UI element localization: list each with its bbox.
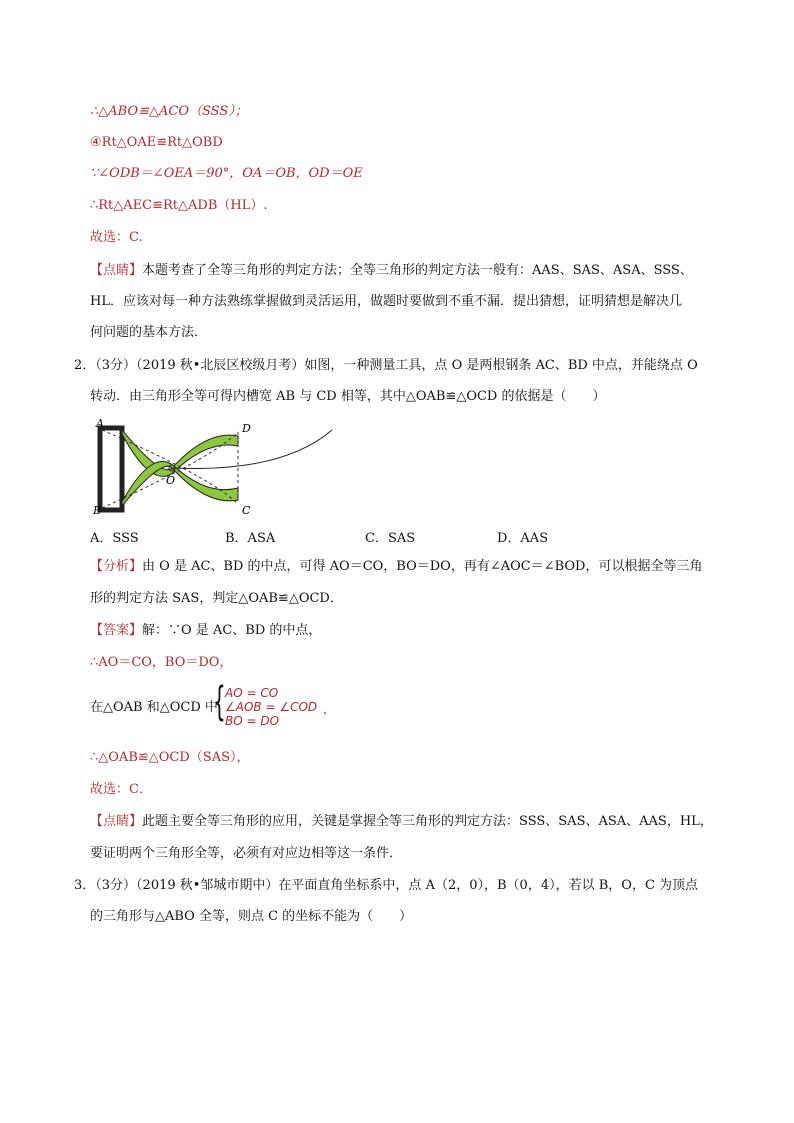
comment-tag: 【点睛】 [90,263,143,278]
prev-line-1: ∴△ABO≌△ACO（SSS）； [90,104,248,119]
prev-line-5: 故选：C. [90,230,143,245]
measuring-tool-figure [92,418,342,518]
answer-line-2: ∴AO＝CO，BO＝DO， [90,655,233,670]
question-3-line-2: 的三角形与△ABO 全等，则点 C 的坐标不能为（ ） [90,909,413,924]
prev-line-3: ∵∠ODB＝∠OEA＝90°，OA＝OB，OD＝OE [90,166,363,181]
analysis-line-1 [90,558,702,576]
prev-comment-3: 何问题的基本方法． [90,325,208,340]
analysis-line-2: 形的判定方法 SAS，判定△OAB≌△OCD． [90,591,343,606]
system-brace: { [213,679,226,725]
question-number: 2． [74,358,96,373]
answer-line-3: 在△OAB 和△OCD 中 [90,700,218,715]
q2-comment-1 [90,813,713,831]
comment-text: 本题考查了全等三角形的判定方法；全等三角形的判定方法一般有：AAS、SAS、ASA、SSS、 [142,263,693,278]
answer-tag: 【答案】 [90,623,143,638]
label-b: B [93,504,102,517]
answer-line-1 [90,622,321,640]
system-suffix: ， [323,702,336,716]
option-b: B．ASA [225,531,276,546]
question-2-line-2: 转动．由三角形全等可得内槽宽 AB 与 CD 相等，其中△OAB≌△OCD 的依据是（ ） [90,389,606,404]
question-2-line-1 [74,357,698,375]
question-stem: （3分）（2019 秋•邹城市期中）在平面直角坐标系中，点 A（2，0），B（0，4），若以 B，O，C 为顶点 [95,878,699,893]
prev-line-2: ④Rt△OAE≌Rt△OBD [90,135,223,150]
steel-bar-ac [122,430,238,476]
comment-text: 此题主要全等三角形的应用，关键是掌握全等三角形的判定方法：SSS、SAS、ASA、AAS，HL， [142,814,713,829]
prev-comment-1 [90,262,693,280]
comment-tag: 【点睛】 [90,814,143,829]
option-d: D．AAS [497,531,549,546]
analysis-tag: 【分析】 [90,559,143,574]
option-a: A．SSS [90,531,139,546]
option-c: C．SAS [365,531,416,546]
label-c: C [242,504,251,517]
question-stem: （3分）（2019 秋•北辰区校级月考）如图，一种测量工具，点 O 是两根钢条 AC、BD 中点，并能绕点 O [95,358,698,373]
prev-comment-2: HL．应该对每一种方法熟练掌握做到灵活运用，做题时要做到不重不漏．提出猜想，证明猜想是解决几 [90,294,682,309]
label-a: A [96,418,104,430]
system-row-1: AO = CO [225,686,279,700]
tool-frame [100,428,122,510]
q2-comment-2: 要证明两个三角形全等，必须有对应边相等这一条件． [90,846,403,861]
answer-line-4: ∴△OAB≌△OCD（SAS）， [90,750,250,765]
answer-line-5: 故选：C． [90,782,152,797]
label-d: D [242,422,251,435]
answer-text: 解：∵O 是 AC、BD 的中点， [142,623,322,638]
question-number: 3． [74,878,96,893]
analysis-text: 由 O 是 AC、BD 的中点，可得 AO＝CO，BO＝DO，再有∠AOC＝∠BOD，可以根据全等三角 [142,559,703,574]
system-row-2: ∠AOB = ∠COD [225,700,318,714]
question-3-line-1 [74,877,698,895]
prev-line-4: ∴Rt△AEC≌Rt△ADB（HL）. [90,198,268,213]
system-row-3: BO = DO [225,714,280,728]
label-o: O [166,474,176,487]
